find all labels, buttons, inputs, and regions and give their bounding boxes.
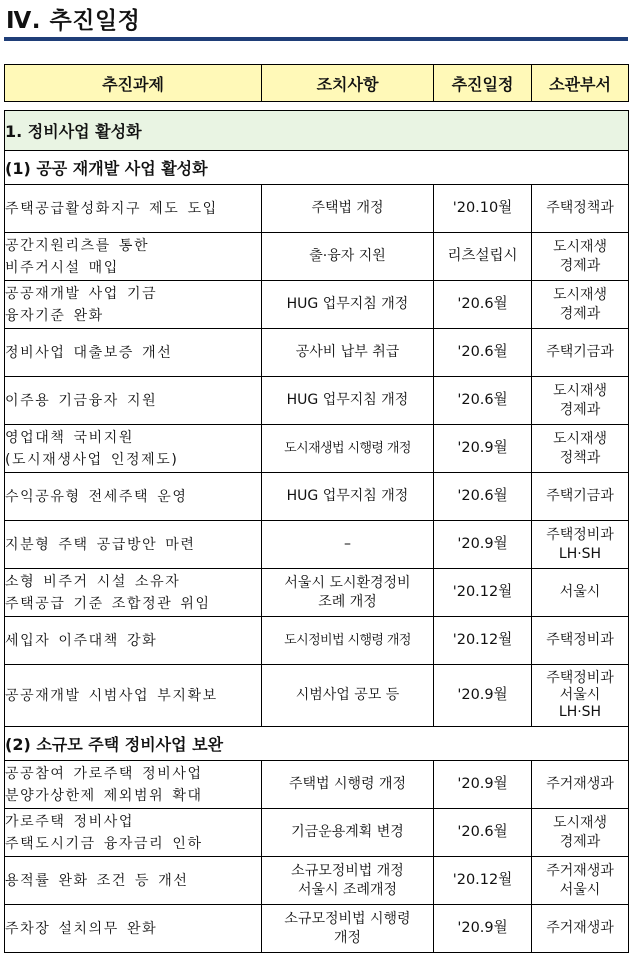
dept-cell: 도시재생 경제과 [532, 281, 629, 329]
task-cell: 정비사업 대출보증 개선 [5, 329, 262, 377]
header-dept: 소관부서 [532, 65, 629, 102]
task-cell: 용적률 완화 조건 등 개선 [5, 857, 262, 905]
task-cell: 지분형 주택 공급방안 마련 [5, 521, 262, 569]
subsection-heading: (2) 소규모 주택 정비사업 보완 [5, 727, 629, 761]
action-cell: 기금운용계획 변경 [262, 809, 434, 857]
task-cell: 소형 비주거 시설 소유자 주택공급 기준 조합정관 위임 [5, 569, 262, 617]
table-row [5, 185, 629, 233]
action-cell: 시범사업 공모 등 [262, 665, 434, 727]
table-row [5, 761, 629, 809]
schedule-cell: '20.9월 [434, 665, 532, 727]
action-cell: 도시재생법 시행령 개정 [262, 425, 434, 473]
dept-cell: 주거재생과 [532, 761, 629, 809]
action-cell: 출·융자 지원 [262, 233, 434, 281]
action-cell: 소규모정비법 개정 서울시 조례개정 [262, 857, 434, 905]
table-row [5, 329, 629, 377]
table-row [5, 521, 629, 569]
dept-cell: 도시재생 정책과 [532, 425, 629, 473]
task-cell: 공공참여 가로주택 정비사업 분양가상한제 제외범위 확대 [5, 761, 262, 809]
table-row [5, 281, 629, 329]
task-cell: 가로주택 정비사업 주택도시기금 융자금리 인하 [5, 809, 262, 857]
schedule-cell: '20.6월 [434, 329, 532, 377]
action-cell: 소규모정비법 시행령 개정 [262, 905, 434, 953]
dept-cell: 주택정비과 [532, 617, 629, 665]
task-cell: 이주용 기금융자 지원 [5, 377, 262, 425]
action-cell: 주택법 시행령 개정 [262, 761, 434, 809]
spacer-cell [5, 102, 629, 111]
schedule-cell: '20.9월 [434, 761, 532, 809]
schedule-cell: '20.10월 [434, 185, 532, 233]
action-cell: HUG 업무지침 개정 [262, 281, 434, 329]
dept-cell: 도시재생 경제과 [532, 377, 629, 425]
header-schedule: 추진일정 [434, 65, 532, 102]
table-row [5, 569, 629, 617]
action-cell: 서울시 도시환경정비 조례 개정 [262, 569, 434, 617]
header-action: 조치사항 [262, 65, 434, 102]
schedule-table [4, 64, 629, 953]
header-task: 추진과제 [5, 65, 262, 102]
task-cell: 수익공유형 전세주택 운영 [5, 473, 262, 521]
action-cell: 주택법 개정 [262, 185, 434, 233]
table-row [5, 425, 629, 473]
dept-cell: 주거재생과 서울시 [532, 857, 629, 905]
task-cell: 공공재개발 사업 기금 융자기준 완화 [5, 281, 262, 329]
schedule-cell: '20.6월 [434, 473, 532, 521]
dept-cell: 주택정비과 LH·SH [532, 521, 629, 569]
table-row [5, 617, 629, 665]
schedule-cell: '20.6월 [434, 377, 532, 425]
dept-cell: 주택정책과 [532, 185, 629, 233]
header-row [5, 65, 629, 102]
action-cell: 도시정비법 시행령 개정 [262, 617, 434, 665]
subsection-row [5, 727, 629, 761]
schedule-cell: '20.12월 [434, 857, 532, 905]
table-row [5, 857, 629, 905]
dept-cell: 주거재생과 [532, 905, 629, 953]
schedule-cell: '20.6월 [434, 809, 532, 857]
table-row [5, 665, 629, 727]
task-cell: 주택공급활성화지구 제도 도입 [5, 185, 262, 233]
dept-cell: 도시재생 경제과 [532, 233, 629, 281]
task-cell: 세입자 이주대책 강화 [5, 617, 262, 665]
title-underline [4, 37, 628, 41]
schedule-cell: '20.9월 [434, 425, 532, 473]
subsection-row [5, 151, 629, 185]
action-cell: HUG 업무지침 개정 [262, 473, 434, 521]
schedule-cell: '20.9월 [434, 521, 532, 569]
schedule-cell: '20.12월 [434, 617, 532, 665]
task-cell: 영업대책 국비지원 (도시재생사업 인정제도) [5, 425, 262, 473]
schedule-cell: '20.9월 [434, 905, 532, 953]
action-cell: 공사비 납부 취급 [262, 329, 434, 377]
schedule-cell: 리츠설립시 [434, 233, 532, 281]
schedule-cell: '20.6월 [434, 281, 532, 329]
table-row [5, 809, 629, 857]
dept-cell: 주택정비과 서울시 LH·SH [532, 665, 629, 727]
dept-cell: 도시재생 경제과 [532, 809, 629, 857]
table-row [5, 377, 629, 425]
subsection-heading: (1) 공공 재개발 사업 활성화 [5, 151, 629, 185]
page-title: Ⅳ. 추진일정 [6, 8, 141, 34]
task-cell: 공간지원리츠를 통한 비주거시설 매입 [5, 233, 262, 281]
table-row [5, 473, 629, 521]
action-cell: – [262, 521, 434, 569]
table-row [5, 905, 629, 953]
dept-cell: 주택기금과 [532, 329, 629, 377]
table-row [5, 233, 629, 281]
action-cell: HUG 업무지침 개정 [262, 377, 434, 425]
task-cell: 공공재개발 시범사업 부지확보 [5, 665, 262, 727]
section-heading: 1. 정비사업 활성화 [5, 111, 629, 151]
schedule-cell: '20.12월 [434, 569, 532, 617]
task-cell: 주차장 설치의무 완화 [5, 905, 262, 953]
dept-cell: 주택기금과 [532, 473, 629, 521]
spacer-row [5, 102, 629, 111]
dept-cell: 서울시 [532, 569, 629, 617]
section-row [5, 111, 629, 151]
